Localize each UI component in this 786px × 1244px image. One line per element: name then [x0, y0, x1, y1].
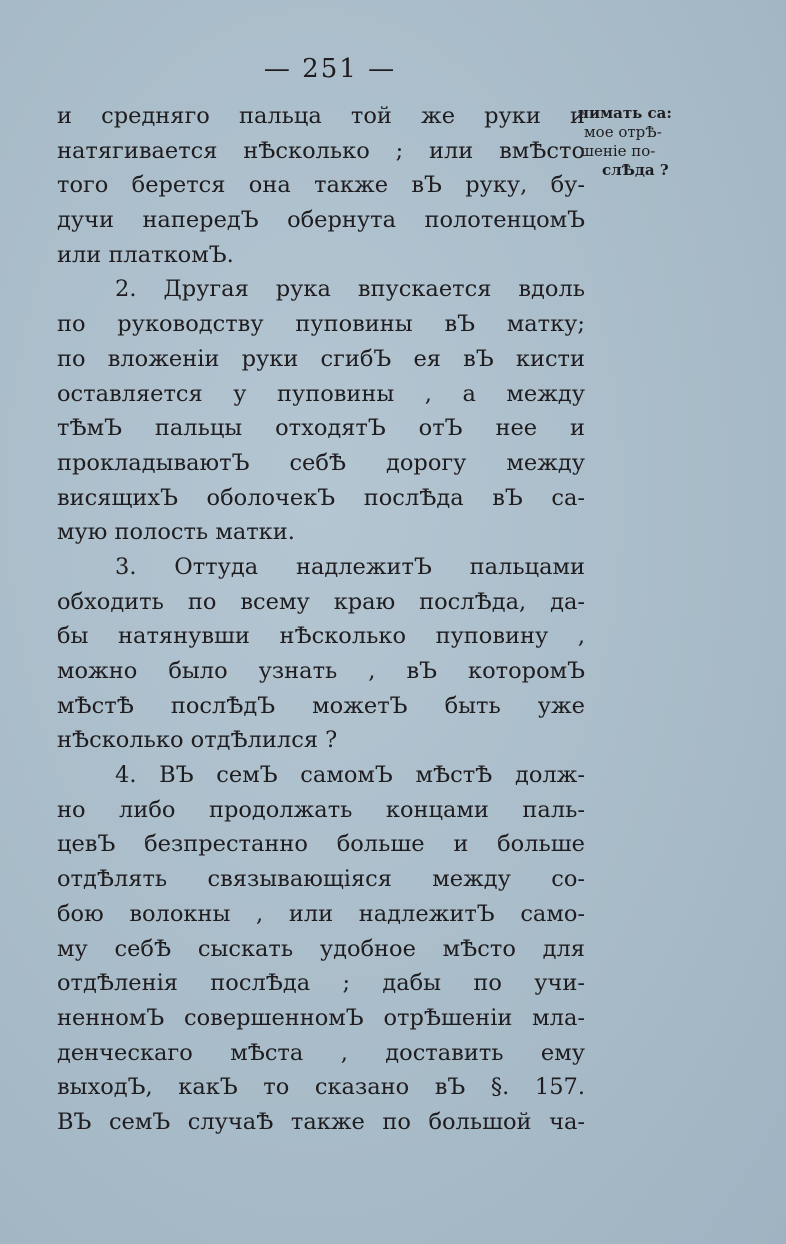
text-line: натягивается нѢсколько ; или вмѢсто: [57, 137, 585, 164]
text-line: мѢстѢ послѢдЪ можетЪ быть уже: [57, 692, 585, 719]
marginal-note-line: слѢда ?: [602, 161, 669, 179]
body-text: [57, 99, 585, 1140]
text-line: по вложеніи руки сгибЪ ея вЪ кисти: [57, 345, 585, 372]
text-line: или платкомЪ.: [57, 241, 234, 268]
text-line: оставляется у пуповины , а между: [57, 380, 585, 407]
text-line: можно было узнать , вЪ которомЪ: [57, 658, 585, 684]
page-number: — 251 —: [263, 54, 397, 84]
text-line: отдѢленія послѢда ; дабы по учи-: [57, 970, 585, 997]
text-line: му себѢ сыскать удобное мѢсто для: [57, 935, 585, 962]
text-line: того берется она также вЪ руку, бу-: [57, 172, 585, 199]
text-line: обходить по всему краю послѢда, да-: [57, 588, 585, 615]
text-line: бы натянувши нѢсколько пуповину ,: [57, 623, 585, 650]
paragraph-2-start: 2. Другая рука впускается вдоль: [115, 276, 585, 303]
marginal-note-line: мое отрѢ-: [584, 123, 662, 141]
marginal-note: [578, 104, 708, 180]
text-line: прокладываютЪ себѢ дорогу между: [57, 449, 585, 476]
text-line: по руководству пуповины вЪ матку;: [57, 311, 585, 338]
text-line: мую полость матки.: [57, 519, 295, 546]
marginal-note-line: нимать са:: [578, 104, 672, 122]
paragraph-4-start: 4. ВЪ семЪ самомЪ мѢстѢ долж-: [115, 762, 585, 789]
paragraph-3-start: 3. Оттуда надлежитЪ пальцами: [115, 553, 585, 580]
text-line: висящихЪ оболочекЪ послѢда вЪ са-: [57, 484, 585, 511]
marginal-note-line: шеніе по-: [580, 142, 656, 160]
text-line: нѢсколько отдѢлился ?: [57, 727, 338, 754]
text-line: тѢмЪ пальцы отходятЪ отЪ нее и: [57, 415, 585, 442]
text-line: дучи напередЪ обернута полотенцомЪ: [57, 207, 585, 234]
text-line: ненномЪ совершенномЪ отрѢшеніи мла-: [57, 1004, 585, 1031]
text-line: бою волокны , или надлежитЪ само-: [57, 900, 585, 927]
text-line: цевЪ безпрестанно больше и больше: [57, 831, 585, 858]
text-line: но либо продолжать концами паль-: [57, 796, 585, 823]
text-line: денческаго мѢста , доставить ему: [57, 1039, 585, 1066]
text-line: отдѢлять связывающіяся между со-: [57, 866, 585, 893]
text-line: ВЪ семЪ случаѢ также по большой ча-: [57, 1108, 585, 1135]
text-line: и средняго пальца той же руки и: [57, 103, 585, 129]
text-line: выходЪ, какЪ то сказано вЪ §. 157.: [57, 1074, 585, 1101]
